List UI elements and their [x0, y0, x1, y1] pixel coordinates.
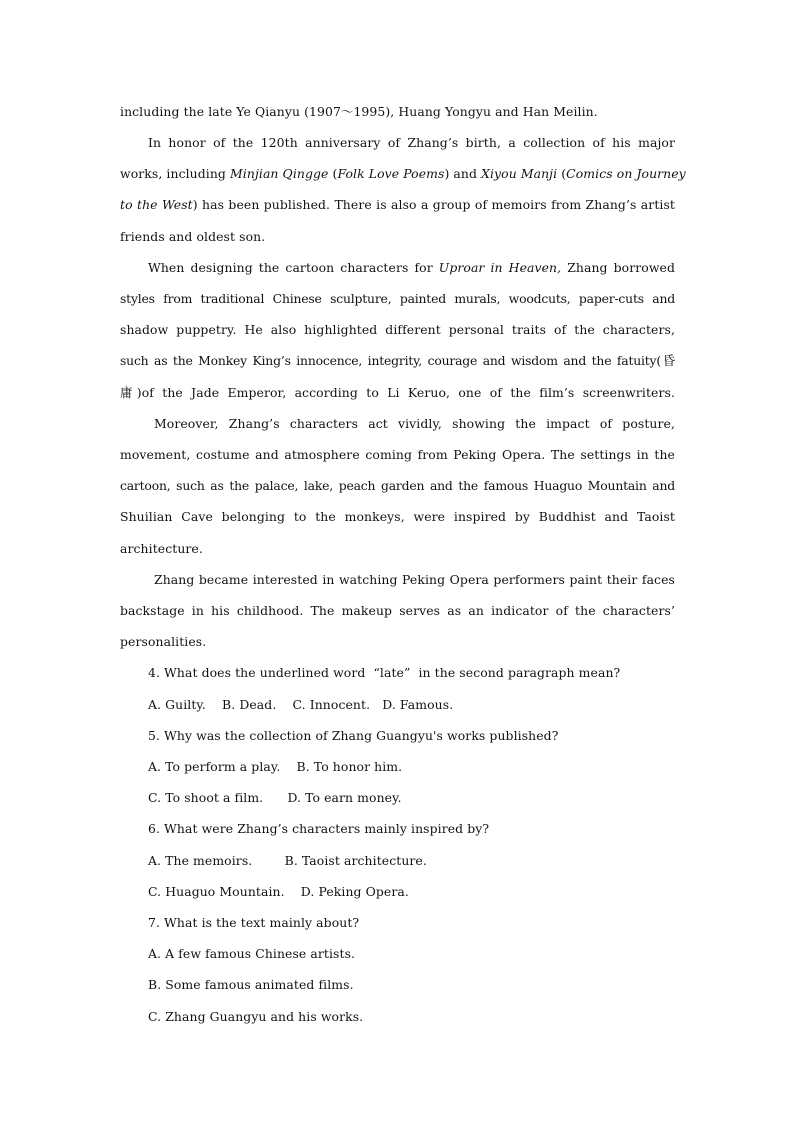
- film-title: Uproar in Heaven,: [438, 260, 562, 275]
- answer-options: A. To perform a play. B. To honor him.: [148, 759, 403, 774]
- passage-line: personalities.: [120, 634, 207, 649]
- passage-line: Zhang became interested in watching Peking Opera performers paint their faces: [154, 572, 675, 587]
- passage-line: movement, costume and atmosphere coming from Peking Opera. The settings in the: [120, 447, 675, 462]
- answer-option: A. A few famous Chinese artists.: [148, 946, 356, 961]
- question-stem: 7. What is the text mainly about?: [148, 915, 360, 930]
- book-title-translation: Comics on Journey: [566, 166, 686, 181]
- passage-line: backstage in his childhood. The makeup serves as an indicator of the characters’: [120, 603, 675, 618]
- book-title: Xiyou Manji: [481, 166, 558, 181]
- question-stem: 6. What were Zhang’s characters mainly inspired by?: [148, 821, 490, 836]
- passage-line: Moreover, Zhang’s characters act vividly, showing the impact of posture,: [154, 416, 675, 431]
- answer-options: C. To shoot a film. D. To earn money.: [148, 790, 402, 805]
- question-stem: 5. Why was the collection of Zhang Guangyu's works published?: [148, 728, 559, 743]
- text-run: ) has been published. There is also a group of memoirs from Zhang’s artist: [192, 197, 675, 212]
- passage-line: [120, 164, 686, 184]
- answer-option: B. Some famous animated films.: [148, 977, 354, 992]
- text-run: When designing the cartoon characters for: [148, 260, 439, 275]
- question-stem: 4. What does the underlined word “late” in the second paragraph mean?: [148, 665, 621, 680]
- passage-line: Shuilian Cave belonging to the monkeys, were inspired by Buddhist and Taoist: [120, 509, 675, 524]
- book-title-translation: to the West: [120, 197, 193, 212]
- book-title-translation: Folk Love Poems: [337, 166, 445, 181]
- text-run: Zhang borrowed: [561, 260, 675, 275]
- text-run: works, including: [120, 166, 231, 181]
- passage-line: architecture.: [120, 541, 203, 556]
- book-title: Minjian Qingge: [230, 166, 329, 181]
- passage-line: cartoon, such as the palace, lake, peach garden and the famous Huaguo Mountain and: [120, 478, 675, 493]
- passage-line: including the late Ye Qianyu (1907～1995), Huang Yongyu and Han Meilin.: [120, 104, 598, 119]
- answer-options: C. Huaguo Mountain. D. Peking Opera.: [148, 884, 409, 899]
- answer-option: C. Zhang Guangyu and his works.: [148, 1009, 364, 1024]
- passage-line: shadow puppetry. He also highlighted different personal traits of the characters,: [120, 322, 675, 337]
- passage-line: friends and oldest son.: [120, 229, 266, 244]
- passage-line: In honor of the 120th anniversary of Zhang’s birth, a collection of his major: [148, 135, 675, 150]
- passage-line: styles from traditional Chinese sculpture, painted murals, woodcuts, paper-cuts and: [120, 291, 675, 306]
- answer-options: A. The memoirs. B. Taoist architecture.: [148, 853, 427, 868]
- passage-line: [148, 258, 675, 278]
- text-run: (: [557, 166, 567, 181]
- passage-line: such as the Monkey King’s innocence, integrity, courage and wisdom and the fatuity(昏: [120, 353, 675, 368]
- passage-line: [120, 195, 675, 215]
- passage-line: 庸)of the Jade Emperor, according to Li Keruo, one of the film’s screenwriters.: [120, 385, 675, 400]
- answer-options: A. Guilty. B. Dead. C. Innocent. D. Famous.: [148, 697, 454, 712]
- text-run: (: [328, 166, 338, 181]
- text-run: ) and: [444, 166, 482, 181]
